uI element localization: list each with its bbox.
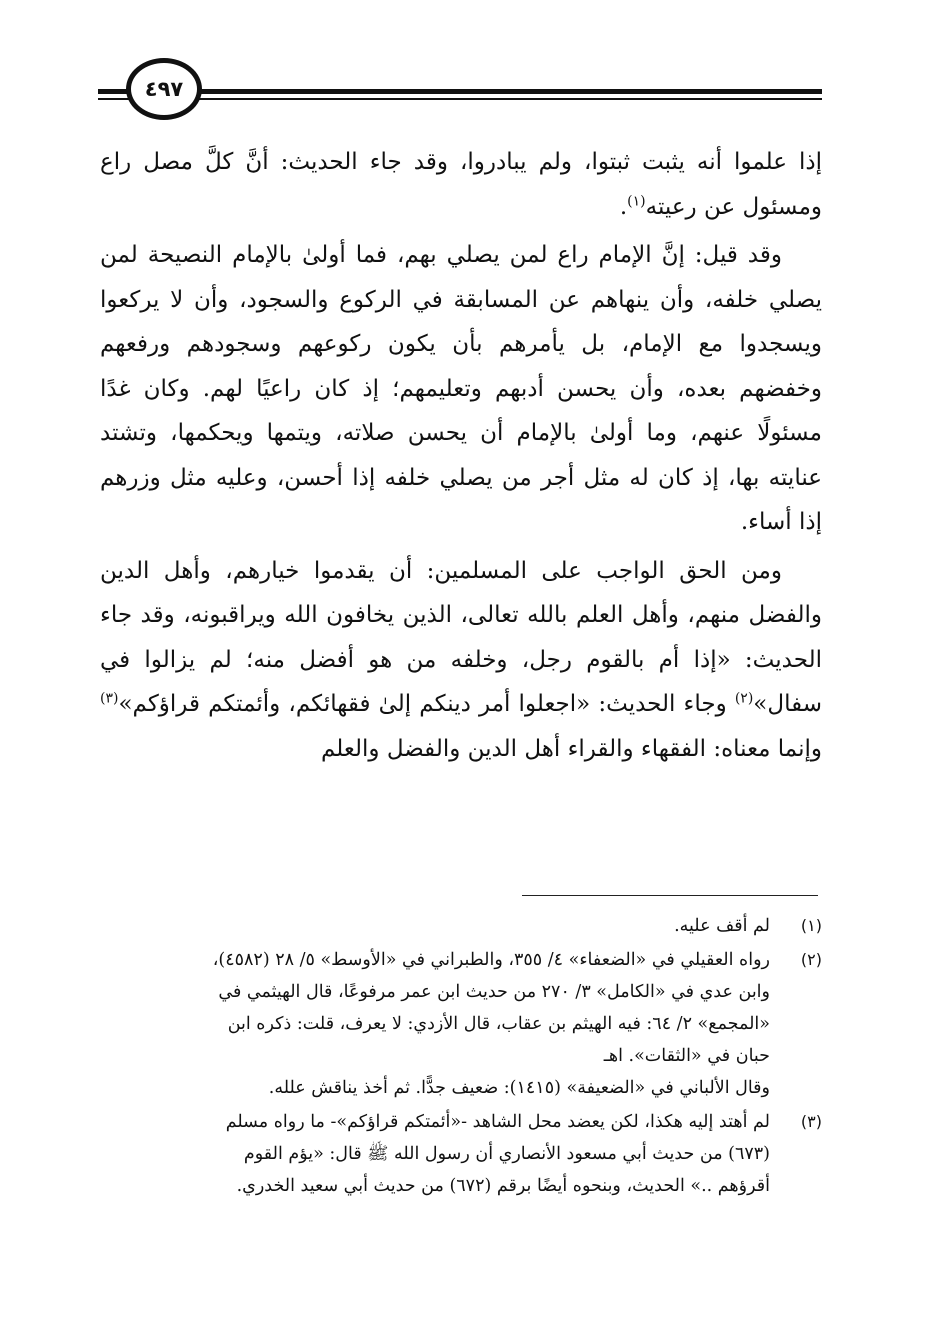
footnote-line: رواه العقيلي في «الضعفاء» ٤/ ٣٥٥، والطبراني في «الأوسط» ٥/ ٢٨ (٤٥٨٢)، [212,950,770,970]
footnote-number: (٣) [800,1112,822,1131]
page-number-badge [126,58,202,120]
footnote-separator [522,895,818,896]
footnotes [100,910,822,1204]
footnote-2 [100,944,822,1104]
paragraph-1: إذا علموا أنه يثبت ثبتوا، ولم يبادروا، وقد جاء الحديث: أنَّ كلَّ مصل راع ومسئول عن رعيته$^{(١)}$. [100,149,822,220]
header-rule-thin [98,98,822,100]
page-number: ٤٩٧ [144,77,184,101]
footnote-line: لم أقف عليه. [674,916,770,936]
paragraph-2: وقد قيل: إنَّ الإمام راع لمن يصلي بهم، فما أولىٰ بالإمام النصيحة لمن يصلي خلفه، وأن ينهاهم عن المسابقة في الركوع والسجود، وأن لا يركعوا ويسجدوا مع الإمام، بل يأمرهم بأن يكون ركوعهم وسجودهم ورفعهم وخفضهم بعده، وأن يحسن أدبهم وتعليمهم؛ إذ كان راعيًا لهم. وكان غدًا مسئولًا عنهم، وما أولىٰ بالإمام أن يحسن صلاته، ويتمها ويحكمها، وتشتد عنايته بها، إذ كان له مثل أجر من يصلي خلفه إذا أحسن، وعليه مثل وزرهم إذا أساء. [100,242,822,535]
paragraph-3: ومن الحق الواجب على المسلمين: أن يقدموا خيارهم، وأهل الدين والفضل منهم، وأهل العلم بالله تعالى، الذين يخافون الله ويراقبونه، وقد جاء الحديث: «إذا أم بالقوم رجل، وخلفه من هو أفضل منه؛ لم يزالوا في سفال»$^{(٢)}$ وجاء الحديث: «اجعلوا أمر دينكم إلىٰ فقهائكم، وأئمتكم قراؤكم»$^{(٣)}$ وإنما معناه: الفقهاء والقراء أهل الدين والفضل والعلم [100,557,822,762]
footnote-line: لم أهتد إليه هكذا، لكن يعضد محل الشاهد -«أئمتكم قراؤكم»- ما رواه مسلم [225,1112,770,1132]
footnote-line: أقرؤهم ..» الحديث، وبنحوه أيضًا برقم (٦٧٢) من حديث أبي سعيد الخدري. [236,1176,770,1196]
header-rule-thick [98,89,822,94]
footnote-1 [100,910,822,942]
footnote-line: حبان في «الثقات». اهـ [603,1046,770,1066]
footnote-number: (٢) [800,950,822,969]
footnote-line: وابن عدي في «الكامل» ٣/ ٢٧٠ من حديث ابن عمر مرفوعًا، قال الهيثمي في [218,982,770,1002]
main-text [100,140,822,775]
footnote-ref-3[interactable]: (٣) [100,690,119,707]
footnote-line: (٦٧٣) من حديث أبي مسعود الأنصاري أن رسول الله ﷺ قال: «يؤم القوم [243,1144,770,1164]
footnote-line: «المجمع» ٢/ ٦٤: فيه الهيثم بن عقاب، قال الأزدي: لا يعرف، قلت: ذكره ابن [227,1014,770,1034]
footnote-ref-1[interactable]: (١) [627,192,646,209]
footnote-number: (١) [800,916,822,935]
footnote-ref-2[interactable]: (٢) [734,690,754,707]
footnote-line: وقال الألباني في «الضعيفة» (١٤١٥): ضعيف جدًّا. ثم أخذ يناقش علله. [268,1078,770,1098]
footnote-3 [100,1106,822,1202]
